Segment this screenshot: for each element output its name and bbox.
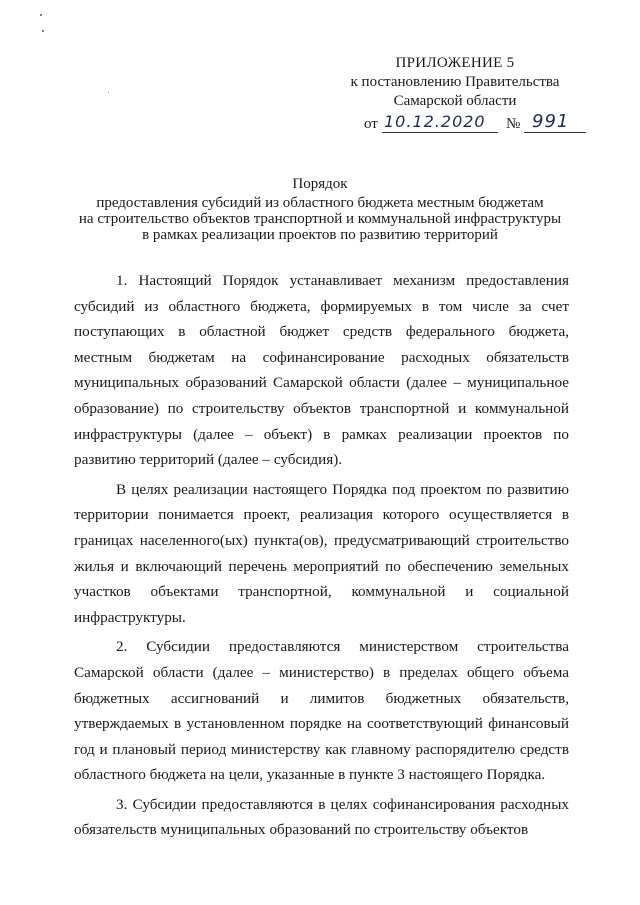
scan-speck bbox=[40, 14, 42, 16]
title-line-3: на строительство объектов транспортной и коммунальной инфраструктуры bbox=[78, 211, 562, 227]
paragraph-2: В целях реализации настоящего Порядка под проектом по развитию территории понимается проект, реализация которого осуществляется в границах населенного(ых) пункта(ов), предусматривающий строительство жилья и включающий перечень мероприятий по обеспечению земельных участков объектами транспортной, коммунальной и социальной инфраструктуры. bbox=[74, 480, 569, 626]
handwritten-number: 991 bbox=[532, 111, 570, 132]
number-prefix: № bbox=[506, 116, 521, 132]
title-line-1: Порядок bbox=[292, 176, 348, 192]
title-line-4: в рамках реализации проектов по развитию территорий bbox=[142, 227, 498, 243]
date-number-row bbox=[320, 112, 590, 136]
appendix-block bbox=[320, 54, 590, 136]
appendix-title: ПРИЛОЖЕНИЕ 5 bbox=[395, 55, 515, 71]
handwritten-date: 10.12.2020 bbox=[384, 112, 486, 131]
appendix-line-decree: к постановлению Правительства bbox=[350, 74, 560, 90]
document-body bbox=[74, 268, 569, 843]
scan-speck bbox=[108, 92, 109, 93]
date-underline bbox=[382, 132, 498, 133]
appendix-line-region: Самарской области bbox=[393, 93, 517, 109]
number-underline bbox=[524, 132, 586, 133]
paragraph-4: 3. Субсидии предоставляются в целях софинансирования расходных обязательств муниципальных образований по строительству объектов bbox=[74, 795, 569, 839]
title-line-2: предоставления субсидий из областного бюджета местным бюджетам bbox=[96, 195, 544, 211]
paragraph-3: 2. Субсидии предоставляются министерством строительства Самарской области (далее – министерство) в пределах общего объема бюджетных ассигнований и лимитов бюджетных обязательств, утверждаемых в установленном порядке на соответствующий финансовый год и плановый период министерству как главному распорядителю средств областного бюджета на цели, указанные в пункте 3 настоящего Порядка. bbox=[74, 638, 569, 784]
document-title bbox=[60, 176, 580, 243]
scan-speck bbox=[42, 30, 44, 32]
date-prefix: от bbox=[364, 116, 378, 132]
paragraph-1: 1. Настоящий Порядок устанавливает механизм предоставления субсидий из областного бюджета, формируемых в том числе за счет поступающих в областной бюджет средств федерального бюджета, местным бюджетам на софинансирование расходных обязательств муниципальных образований Самарской области (далее – муниципальное образование) по строительству объектов транспортной и коммунальной инфраструктуры (далее – объект) в рамках реализации проектов по развитию территорий (далее – субсидия). bbox=[74, 272, 569, 469]
